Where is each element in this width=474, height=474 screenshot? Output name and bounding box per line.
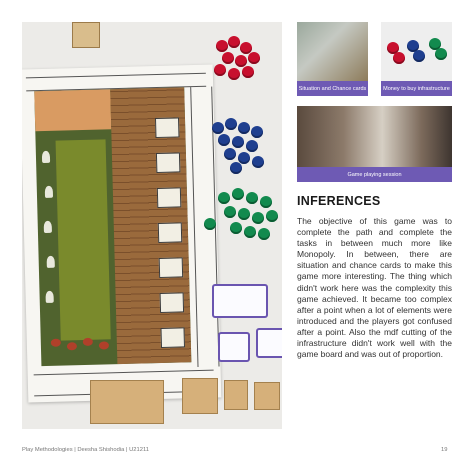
- board-tile: [160, 292, 185, 313]
- snail-figure: [83, 338, 93, 346]
- snail-figure: [99, 341, 109, 349]
- green-chip: [246, 192, 258, 204]
- infrastructure-money-caption: Money to buy infrastructure: [381, 81, 452, 96]
- page-number: 19: [441, 447, 448, 453]
- board-grass-area: [56, 139, 111, 340]
- section-body-text: The objective of this game was to complete the path and complete the tasks in between much more like Monopoly. In between, there are situation and chance cards to make this game more interesting. The thing which didn't work here was the complexity this game achieved. It became too complex after a point when a lot of elements were introduced and the players got confused after a point. Also the mdf cutting of the infrastructure didn't work well with the game board and was out of proportion.: [297, 216, 452, 360]
- green-chip: [232, 188, 244, 200]
- mdf-infrastructure-piece: [182, 378, 218, 414]
- mdf-infrastructure-piece: [254, 382, 280, 410]
- section-heading: INFERENCES: [297, 194, 381, 208]
- blue-chip: [413, 50, 425, 62]
- green-chip: [258, 228, 270, 240]
- board-dirt-area: [34, 89, 111, 131]
- blue-chip: [218, 134, 230, 146]
- green-chip: [252, 212, 264, 224]
- green-chip: [260, 196, 272, 208]
- blue-chip: [246, 140, 258, 152]
- green-chip: [244, 226, 256, 238]
- board-game-photo: [22, 22, 282, 429]
- blue-chip: [224, 148, 236, 160]
- red-chip: [216, 40, 228, 52]
- red-chip: [242, 66, 254, 78]
- green-chip: [230, 222, 242, 234]
- red-chip: [214, 64, 226, 76]
- red-chip: [222, 52, 234, 64]
- blue-chip: [225, 118, 237, 130]
- green-chip: [224, 206, 236, 218]
- green-chip: [238, 208, 250, 220]
- situation-cards-image: [297, 22, 368, 81]
- green-chip: [218, 192, 230, 204]
- board-tile: [159, 257, 184, 278]
- red-chip: [235, 55, 247, 67]
- blue-chip: [252, 156, 264, 168]
- snail-figure: [51, 339, 61, 347]
- board-tile: [155, 117, 180, 138]
- game-session-caption: Game playing session: [297, 167, 452, 182]
- board-tile: [158, 222, 183, 243]
- plant-figure: [45, 291, 53, 303]
- green-chip: [266, 210, 278, 222]
- wooden-figure: [72, 22, 100, 48]
- plant-figure: [45, 186, 53, 198]
- game-session-image: [297, 106, 452, 167]
- green-chip: [204, 218, 216, 230]
- board-tile: [160, 327, 185, 348]
- game-board: [22, 65, 221, 403]
- blue-chip: [212, 122, 224, 134]
- game-session-photo: [297, 106, 452, 182]
- blue-chip: [238, 122, 250, 134]
- plant-figure: [47, 256, 55, 268]
- footer-credit: Play Methodologies | Deesha Shishodia | U21211: [22, 447, 149, 453]
- red-chip: [228, 68, 240, 80]
- plant-figure: [42, 151, 50, 163]
- blue-chip: [230, 162, 242, 174]
- situation-cards-caption: Situation and Chance cards: [297, 81, 368, 96]
- blue-chip: [251, 126, 263, 138]
- board-illustration: [34, 87, 191, 366]
- red-chip: [393, 52, 405, 64]
- mdf-infrastructure-piece: [224, 380, 248, 410]
- mdf-infrastructure-piece: [90, 380, 164, 424]
- board-tile: [157, 187, 182, 208]
- situation-cards-photo: [297, 22, 368, 96]
- chance-card: [212, 284, 268, 318]
- blue-chip: [238, 152, 250, 164]
- plant-figure: [44, 221, 52, 233]
- situation-card: [218, 332, 250, 362]
- red-chip: [248, 52, 260, 64]
- snail-figure: [67, 342, 77, 350]
- situation-card: [256, 328, 282, 358]
- infrastructure-money-image: [381, 22, 452, 81]
- board-tile-column: [155, 117, 183, 347]
- green-chip: [435, 48, 447, 60]
- red-chip: [228, 36, 240, 48]
- blue-chip: [232, 136, 244, 148]
- infrastructure-money-photo: [381, 22, 452, 96]
- board-tile: [156, 152, 181, 173]
